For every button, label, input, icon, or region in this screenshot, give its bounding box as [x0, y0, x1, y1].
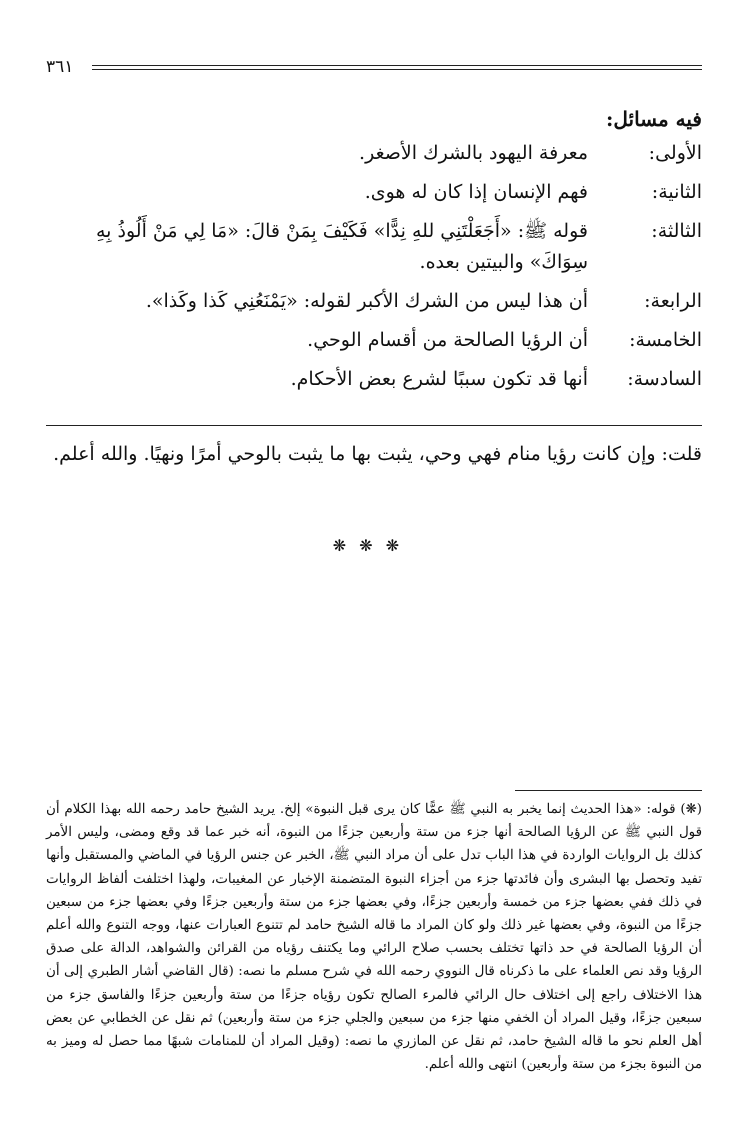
issue-label: الثانية: — [651, 181, 702, 203]
issue-text: أن هذا ليس من الشرك الأكبر لقوله: «يَمْنَعُنِي كَذا وكَذا». — [145, 290, 588, 312]
issues-title: فيه مسائل: — [605, 107, 702, 131]
issue-text: قوله ﷺ: «أَجَعَلْتَنِي للهِ نِدًّا» فَكَيْفَ بِمَنْ قالَ: «مَا لِي مَنْ أَلُوذُ بِهِ سِوَاكَ» والبيتين بعده. — [95, 220, 588, 273]
footnote-rule — [515, 790, 702, 791]
page-number: ٣٦١ — [46, 57, 74, 77]
issue-label: الخامسة: — [629, 329, 702, 351]
issue-row-1 — [46, 138, 702, 169]
issue-text: أن الرؤيا الصالحة من أقسام الوحي. — [307, 329, 588, 351]
issue-row-2 — [46, 177, 702, 208]
issue-label: الثالثة: — [651, 220, 702, 242]
issue-row-3 — [46, 216, 702, 278]
issue-text: أنها قد تكون سببًا لشرع بعض الأحكام. — [290, 368, 588, 390]
issue-row-4 — [46, 286, 702, 317]
issue-row-5 — [46, 325, 702, 356]
issue-row-6 — [46, 364, 702, 395]
author-note: قلت: وإن كانت رؤيا منام فهي وحي، يثبت بها ما يثبت بالوحي أمرًا ونهيًا. والله أعلم. — [53, 443, 702, 465]
issue-text: معرفة اليهود بالشرك الأصغر. — [359, 142, 588, 164]
issue-label: الرابعة: — [644, 290, 702, 312]
issue-label: الأولى: — [648, 142, 702, 164]
issues-section — [46, 104, 702, 403]
star-separator: ❋ ❋ ❋ — [332, 536, 404, 555]
footnote: (❋) قوله: «هذا الحديث إنما يخبر به النبي ﷺ عمًّا كان يرى قبل النبوة» إلخ. يريد الشيخ حامد رحمه الله بهذا الكلام أن قول النبي ﷺ عن الرؤيا الصالحة أنها جزء من ستة وأربعين جزءًا من النبوة، أنه خبر عما قد وقع ومضى، وليس الأمر كذلك بل الروايات الواردة في هذا الباب تدل على أن مراد النبي ﷺ، الخبر عن جنس الرؤيا في الماضي والمستقبل وأنها تفيد وتحصل بها البشرى وأن فائدتها جزء من أجزاء النبوة المتضمنة الإخبار عن المغيبات، ولهذا اختلفت ألفاظ الروايات في ذلك ففي بعضها جزء من خمسة وأربعين جزءًا، وفي بعضها جزء من ستة وأربعين جزءًا وفي بعضها جزء من سبعين جزءًا من النبوة، وفي بعضها غير ذلك ولو كان المراد ما قاله الشيخ حامد لم تتنوع العبارات عنها، ووجه التنوع والله أعلم أن الرؤيا الصالحة في حد ذاتها تختلف بحسب صلاح الرائي وما يكتنف رؤياه من القرائن والشواهد، الدالة على صدق الرؤيا وقد نص العلماء على ما ذكرناه قال النووي رحمه الله في شرح مسلم ما نصه: (قال القاضي أشار الطبري إلى أن هذا الاختلاف راجع إلى اختلاف حال الرائي فالمرء الصالح تكون رؤياه جزءًا من ستة وأربعين جزءًا والفاسق جزء من سبعين جزءًا، وقيل المراد أن الخفي منها جزء من سبعين والجلي جزء من ستة وأربعين) ثم نقل عن الخطابي عن بعض أهل العلم نحو ما قاله الشيخ حامد، ثم نقل عن المازري ما نصه: (وقيل المراد أن للمنامات شبهًا مما حصل له وميز به من النبوة بجزء من ستة وأربعين) انتهى والله أعلم. — [46, 802, 702, 1073]
section-divider — [46, 425, 702, 426]
issue-text: فهم الإنسان إذا كان له هوى. — [364, 181, 588, 203]
page-header — [46, 56, 702, 80]
header-double-rule — [92, 65, 702, 70]
issue-label: السادسة: — [627, 368, 702, 390]
